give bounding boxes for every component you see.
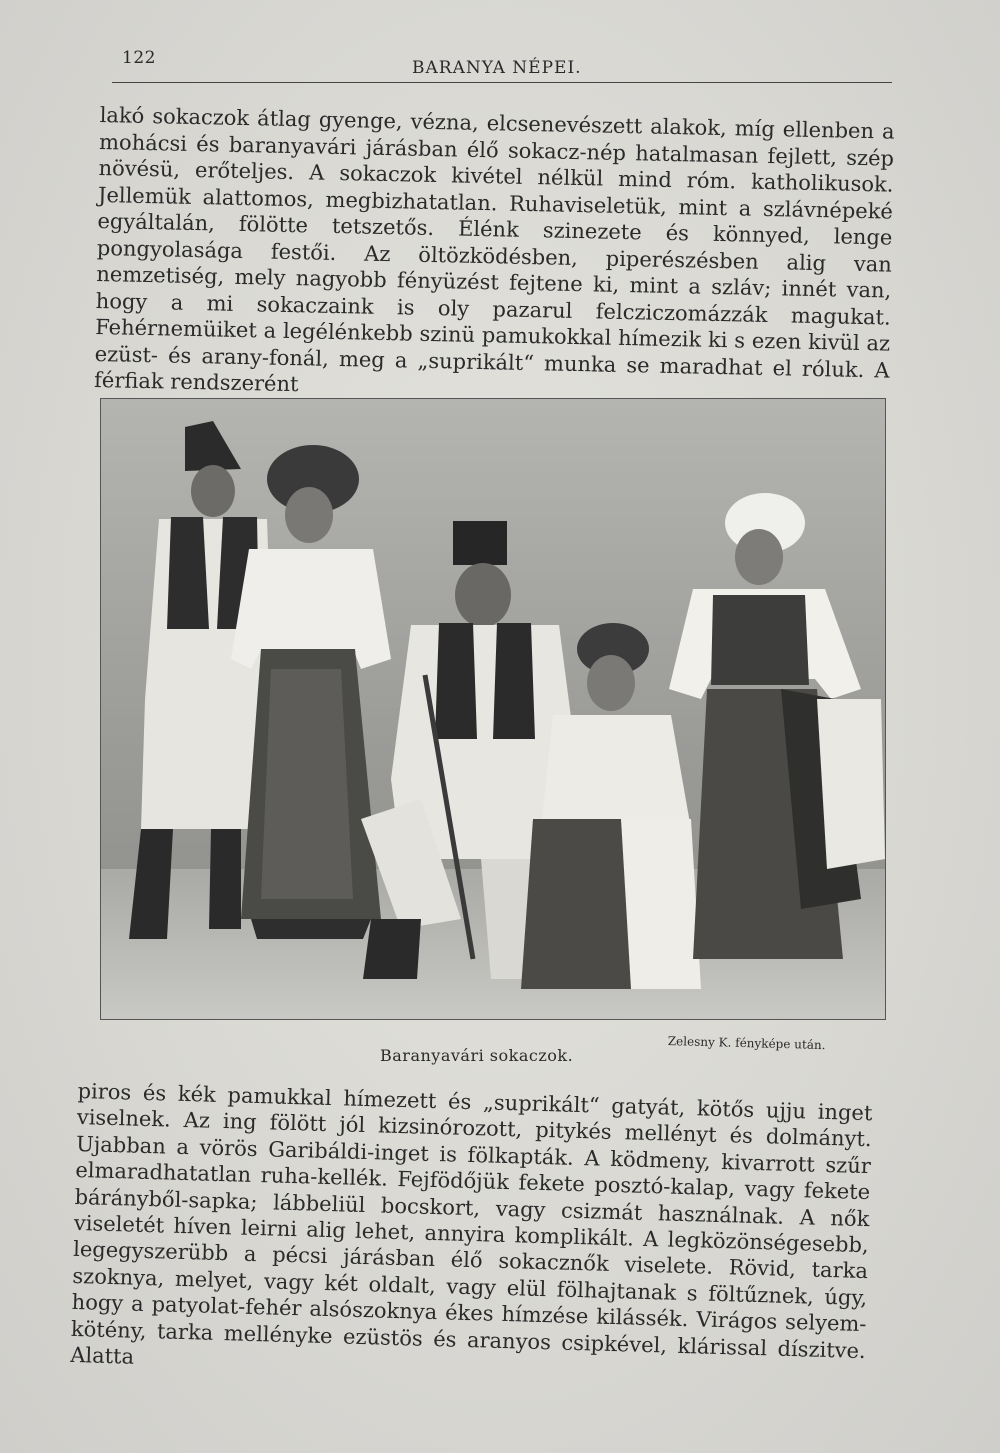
header-rule <box>112 82 892 83</box>
page-number: 122 <box>122 48 156 68</box>
bottom-paragraph-text: piros és kék pamukkal hímezett és „suprikált“ gatyát, kötős ujju inget viselnek. Az ing fölött jól kizsinórozott, pitykés mellényt és dolmányt. Ujabban a vörös Garibáldi-inget is fölkapták. A ködmeny, kivarrott szűr elmaradhatatlan ruha-kellék. Fejfödőjük fekete posztó-kalap, vagy fekete bárányből-sapka; lábbeliül bocskort, vagy csizmát használnak. A nők viseletét híven leirni alig lehet, annyira komplikált. A legközönségesebb, legegyszerübb a pécsi járásban élő sokacznők viselete. Rövid, tarka szoknya, melyet, vagy két oldalt, vagy elül fölhajtanak s föltűznek, úgy, hogy a patyolat-fehér alsószoknya ékes hímzése kilássék. Virágos selyem-kötény, tarka mellényke ezüstös és aranyos csipkével, klárissal díszitve. Alatta <box>69 1078 873 1369</box>
running-head: BARANYA NÉPEI. <box>412 58 582 78</box>
top-paragraph <box>94 102 895 410</box>
group-photograph <box>100 398 886 1020</box>
photo-credit: Zelesny K. fényképe után. <box>667 1034 826 1053</box>
page-header <box>112 48 892 84</box>
bottom-paragraph <box>70 1078 873 1391</box>
photograph-illustration <box>101 399 885 1019</box>
figure-caption: Baranyavári sokaczok. <box>380 1046 574 1065</box>
top-paragraph-text: lakó sokaczok átlag gyenge, vézna, elcsenevészett alakok, míg ellenben a mohácsi és baranyavári járásban élő sokacz-nép hatalmasan fejlett, szép növésü, erőteljes. A sokaczok kivétel nélkül mind róm. katholikusok. Jellemük alattomos, megbizhatatlan. Ruhaviseletük, mint a szlávnépeké egyáltalán, fölötte tetszetős. Élénk szinezete és könnyed, lenge pongyolasága festői. Az öltözködésben, piperészésben alig van nemzetiség, mely nagyobb fényüzést fejtene ki, mint a szláv; innét van, hogy a mi sokaczaink is oly pazarul felcziczomázzák magukat. Fehérnemüiket a legélénkebb szinü pamukokkal hímezik ki s ezen kivül az ezüst- és arany-fonál, meg a „suprikált“ munka se maradhat el róluk. A férfiak rendszerént <box>93 102 895 397</box>
